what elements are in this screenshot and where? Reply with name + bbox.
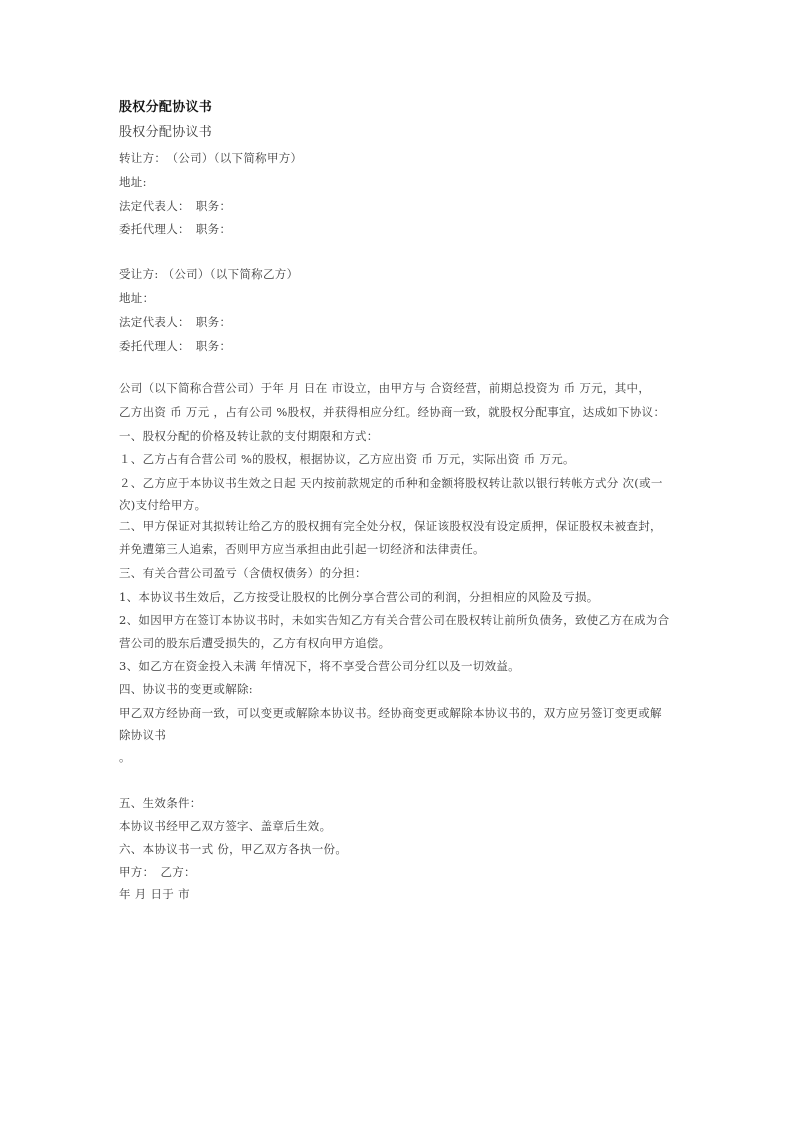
party-a-address: 地址: xyxy=(119,175,147,189)
party-b-agent: 委托代理人： 职务： xyxy=(119,339,232,353)
party-b-legal-rep: 法定代表人： 职务： xyxy=(119,315,232,329)
body-line: 1、本协议书生效后，乙方按受让股权的比例分享合营公司的利润，分担相应的风险及亏损。 xyxy=(119,590,599,604)
party-a-legal-rep: 法定代表人： 职务： xyxy=(119,199,232,213)
party-a-agent: 委托代理人： 职务： xyxy=(119,222,232,236)
body-line: 本协议书经甲乙双方签字、盖章后生效。 xyxy=(119,819,332,833)
document-title: 股权分配协议书 xyxy=(119,100,213,115)
body-line: 2、如因甲方在签订本协议书时，未如实告知乙方有关合营公司在股权转让前所负债务，致使乙方在成为合 xyxy=(119,613,670,627)
section-heading: 四、协议书的变更或解除: xyxy=(119,682,253,696)
date-line: 年 月 日于 市 xyxy=(119,887,190,901)
section-heading: 六、本协议书一式 份，甲乙双方各执一份。 xyxy=(119,842,348,856)
body-line: ２、乙方应于本协议书生效之日起 天内按前款规定的币种和金额将股权转让款以银行转帐方式分 次(或一 xyxy=(119,476,663,490)
party-a-line: 转让方： （公司）（以下简称甲方） xyxy=(119,151,303,165)
party-b-line: 受让方: （公司）（以下简称乙方） xyxy=(119,267,299,281)
section-heading: 五、生效条件： xyxy=(119,796,202,810)
section-heading: 二、甲方保证对其拟转让给乙方的股权拥有完全处分权，保证该股权没有设定质押，保证股权未被查封， xyxy=(119,519,662,533)
body-line: 并免遭第三人追索，否则甲方应当承担由此引起一切经济和法律责任。 xyxy=(119,542,485,556)
body-line: 乙方出资 币 万元 ，占有公司 %股权，并获得相应分红。经协商一致，就股权分配事宜，达成如下协议： xyxy=(119,405,666,419)
document-subtitle: 股权分配协议书 xyxy=(119,125,213,140)
body-line: 公司（以下简称合营公司）于年 月 日在 市设立，由甲方与 合资经营，前期总投资为 币 万元，其中， xyxy=(119,381,651,395)
section-heading: 三、有关合营公司盈亏（含债权债务）的分担： xyxy=(119,566,367,580)
party-b-address: 地址： xyxy=(119,291,155,305)
body-line: 3、如乙方在资金投入未满 年情况下，将不享受合营公司分红以及一切效益。 xyxy=(119,659,520,673)
body-line: １、乙方占有合营公司 %的股权，根据协议，乙方应出资 币 万元，实际出资 币 万元。 xyxy=(119,452,575,466)
signature-line: 甲方： 乙方： xyxy=(119,865,196,879)
body-line: 。 xyxy=(119,750,131,764)
body-line: 次)支付给甲方。 xyxy=(119,498,207,512)
body-line: 除协议书 xyxy=(119,728,167,742)
body-line: 营公司的股东后遭受损失的，乙方有权向甲方追偿。 xyxy=(119,636,391,650)
section-heading: 一、股权分配的价格及转让款的支付期限和方式： xyxy=(119,429,379,443)
body-line: 甲乙双方经协商一致，可以变更或解除本协议书。经协商变更或解除本协议书的，双方应另签订变更或解 xyxy=(119,706,662,720)
